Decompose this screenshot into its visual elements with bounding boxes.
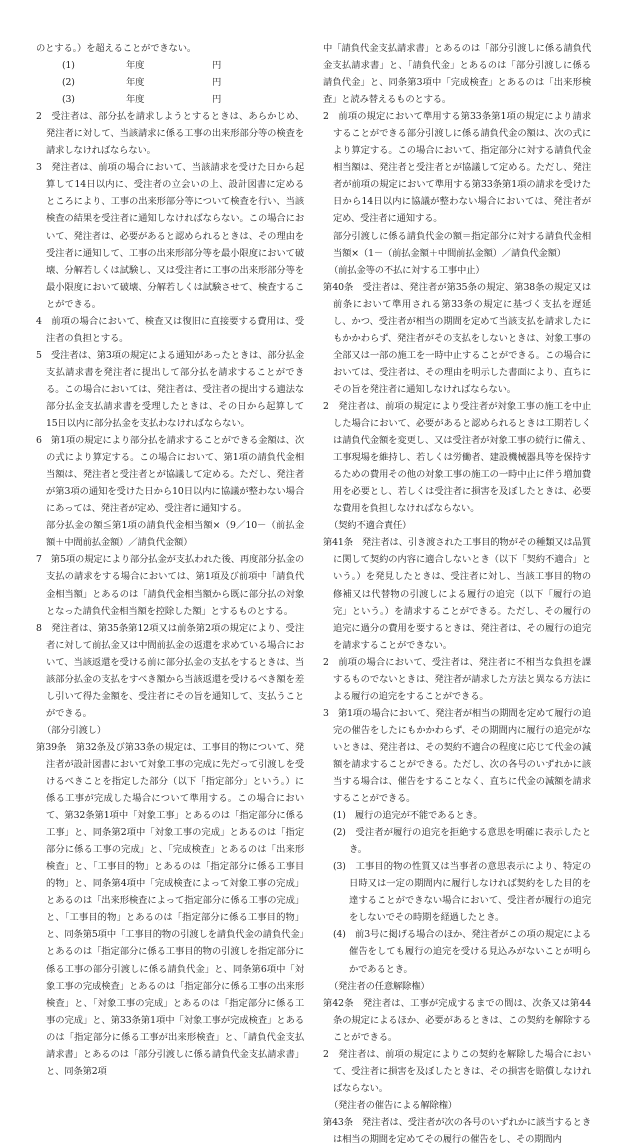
year-number: (3) — [62, 94, 75, 106]
fiscal-year-row — [36, 91, 304, 108]
year-label: 年度 — [126, 77, 145, 89]
formula: 部分引渡しに係る請負代金の額＝指定部分に対する請負代金相当額×（1－（前払金額＋中間前払金額）／請負代金額） — [333, 230, 591, 259]
fiscal-year-row — [36, 57, 304, 74]
sub-item: (1) 履行の追完が不能であるとき。 — [333, 810, 483, 822]
paragraph: 2 前項の規定において準用する第33条第1項の規定により請求することができる部分引渡しに係る請負代金の額は、次の式により算定する。この場合において、指定部分に対する請負代金相当額は、発注者と受注者とが協議して定める。ただし、発注者が前項の規定において準用する第33条第1項の請求を受けた日から14日以内に協議が整わない場合においては、発注者が定め、受注者に通知する。 — [323, 111, 591, 225]
section-heading: （発注者の任意解除権） — [329, 980, 430, 992]
year-number: (2) — [62, 77, 75, 89]
paragraph: 第41条 発注者は、引き渡された工事目的物がその種類又は品質に関して契約の内容に適合しないとき（以下「契約不適合」という。）を発見したときは、受注者に対し、当該工事目的物の修補又は代替物の引渡しによる履行の追完（以下「履行の追完」という。）を請求することができる。ただし、その履行の追完に過分の費用を要するときは、発注者は、その履行の追完を請求することができない。 — [323, 537, 591, 651]
sub-item: (2) 受注者が履行の追完を拒絶する意思を明確に表示したとき。 — [333, 827, 591, 856]
paragraph: 2 前項の場合において、受注者は、発注者に不相当な負担を課するものでないときは、発注者が請求した方法と異なる方法による履行の追完をすることができる。 — [323, 656, 591, 702]
section-heading: （部分引渡し） — [42, 724, 107, 736]
paragraph: 2 受注者は、部分払を請求しようとするときは、あらかじめ、発注者に対して、当該請求に係る工事の出来形部分等の検査を請求しなければならない。 — [36, 111, 304, 157]
paragraph: 第40条 受注者は、発注者が第35条の規定、第38条の規定又は前条において準用される第33条の規定に基づく支払を遅延し、かつ、受注者が相当の期間を定めて当該支払を請求したにもかかわらず、発注者がその支払をしないときは、対象工事の全部又は一部の施工を一時中止することができる。この場合においては、受注者は、その理由を明示した書面により、直ちにその旨を発注者に通知しなければならない。 — [323, 281, 591, 395]
paragraph: 2 発注者は、前項の規定により受注者が対象工事の施工を中止した場合において、必要があると認められるときは工期若しくは請負代金額を変更し、又は受注者が対象工事の続行に備え、工事現場を維持し、若しくは労働者、建設機械器具等を保持するための費用その他の対象工事の施工の一時中止に伴う増加費用を必要とし、若しくは受注者に損害を及ぼしたときは、必要な費用を負担しなければならない。 — [323, 400, 591, 515]
paragraph: 3 第1項の場合において、発注者が相当の期間を定めて履行の追完の催告をしたにもかかわらず、その期間内に履行の追完がないときは、発注者は、その契約不適合の程度に応じて代金の減額を請求することができる。ただし、次の各号のいずれかに該当する場合は、催告をすることなく、直ちに代金の減額を請求することができる。 — [323, 707, 591, 805]
paragraph: 6 第1項の規定により部分払を請求することができる金額は、次の式により算定する。この場合において、第1項の請負代金相当額は、発注者と受注者とが協議して定める。ただし、発注者が第3項の通知を受けた日から10日以内に協議が整わない場合にあっては、発注者が定め、受注者に通知する。 — [36, 435, 304, 515]
sub-item: (3) 工事目的物の性質又は当事者の意思表示により、特定の日時又は一定の期間内に履行しなければ契約をした目的を達することができない場合において、受注者が履行の追完をしないでその時期を経過したとき。 — [333, 861, 591, 924]
yen-label: 円 — [212, 60, 222, 72]
paragraph: 2 発注者は、前項の規定によりこの契約を解除した場合において、受注者に損害を及ぼしたときは、その損害を賠償しなければならない。 — [323, 1048, 591, 1094]
left-column — [36, 40, 304, 1080]
yen-label: 円 — [212, 77, 222, 89]
sub-item: (4) 前3号に掲げる場合のほか、発注者がこの項の規定による催告をしても履行の追完を受ける見込みがないことが明らかであるとき。 — [333, 929, 591, 975]
formula: 部分払金の額≦第1項の請負代金相当額×（9／10－（前払金額＋中間前払金額）／請負代金額） — [46, 520, 304, 549]
paragraph: 3 発注者は、前項の場合において、当該請求を受けた日から起算して14日以内に、受注者の立会いの上、設計図書に定めるところにより、工事の出来形部分等について検査を行い、当該検査の結果を受注者に通知しなければならない。この場合において、発注者は、必要があると認められるときは、その理由を受注者に通知して、工事の出来形部分等を最小限度において破壊、分解若しくは試験し、又は受注者に工事の出来形部分等を最小限度において破壊、分解若しくは試験させて、検査することができる。 — [36, 162, 304, 310]
paragraph: 第43条 発注者は、受注者が次の各号のいずれかに該当するときは相当の期間を定めてその履行の催告をし、その期間内 — [323, 1116, 591, 1145]
right-column — [323, 40, 591, 1148]
paragraph: 7 第5項の規定により部分払金が支払われた後、再度部分払金の支払の請求をする場合においては、第1項及び前項中「請負代金相当額」とあるのは「請負代金相当額から既に部分払の対象となった請負代金相当額を控除した額」とするものとする。 — [36, 554, 304, 617]
section-heading: （発注者の催告による解除権） — [329, 1099, 458, 1111]
section-heading: （前払金等の不払に対する工事中止） — [329, 264, 485, 276]
year-label: 年度 — [126, 94, 145, 106]
paragraph: 4 前項の場合において、検査又は復旧に直接要する費用は、受注者の負担とする。 — [36, 315, 304, 344]
year-number: (1) — [62, 60, 75, 72]
paragraph: 5 受注者は、第3項の規定による通知があったときは、部分払金支払請求書を発注者に提出して部分払を請求することができる。この場合においては、発注者は、受注者の提出する適法な部分払金支払請求書を受理したときは、その日から起算して15日以内に部分払金を支払わなければならない。 — [36, 349, 304, 430]
paragraph: 中「請負代金支払請求書」とあるのは「部分引渡しに係る請負代金支払請求書」と、「請負代金」とあるのは「部分引渡しに係る請負代金」と、同条第3項中「完成検査」とあるのは「出来形検査」と読み替えるものとする。 — [323, 43, 591, 106]
paragraph: 第39条 第32条及び第33条の規定は、工事目的物について、発注者が設計図書において対象工事の完成に先だって引渡しを受けるべきことを指定した部分（以下「指定部分」という。）に係る工事が完成した場合について準用する。この場合において、第32条第1項中「対象工事」とあるのは「指定部分に係る工事」と、同条第2項中「対象工事の完成」とあるのは「指定部分に係る工事の完成」と、「完成検査」とあるのは「出来形検査」と、「工事目的物」とあるのは「指定部分に係る工事目的物」と、同条第4項中「完成検査によって対象工事の完成」とあるのは「出来形検査によって指定部分に係る工事の完成」と、「工事目的物」とあるのは「指定部分に係る工事目的物」と、同条第5項中「工事目的物の引渡しを請負代金の請負代金」とあるのは「指定部分に係る工事目的物の引渡しを指定部分に係る工事の部分引渡しに係る請負代金」と、同条第6項中「対象工事の完成検査」とあるのは「指定部分に係る工事の出来形検査」と、「対象工事の完成」とあるのは「指定部分に係る工事の完成」と、第33条第1項中「対象工事が完成検査」とあるのは「指定部分に係る工事が出来形検査」と、「請負代金支払請求書」とあるのは「部分引渡しに係る請負代金支払請求書」と、同条第2項 — [36, 741, 304, 1077]
paragraph: 8 発注者は、第35条第12項又は前条第2項の規定により、受注者に対して前払金又は中間前払金の返還を求めている場合において、当該返還を受ける前に部分払金の支払をするときは、当該部分払金の支払をすべき額から当該返還を受けるべき額を差し引いて得た金額を、受注者にその旨を通知して、支払うことができる。 — [36, 622, 304, 719]
paragraph: のとする。）を超えることができない。 — [36, 43, 196, 54]
paragraph: 第42条 発注者は、工事が完成するまでの間は、次条又は第44条の規定によるほか、必要があるときは、この契約を解除することができる。 — [323, 997, 591, 1043]
yen-label: 円 — [212, 94, 222, 106]
section-heading: （契約不適合責任） — [329, 520, 412, 532]
year-label: 年度 — [126, 60, 145, 72]
fiscal-year-row — [36, 74, 304, 91]
